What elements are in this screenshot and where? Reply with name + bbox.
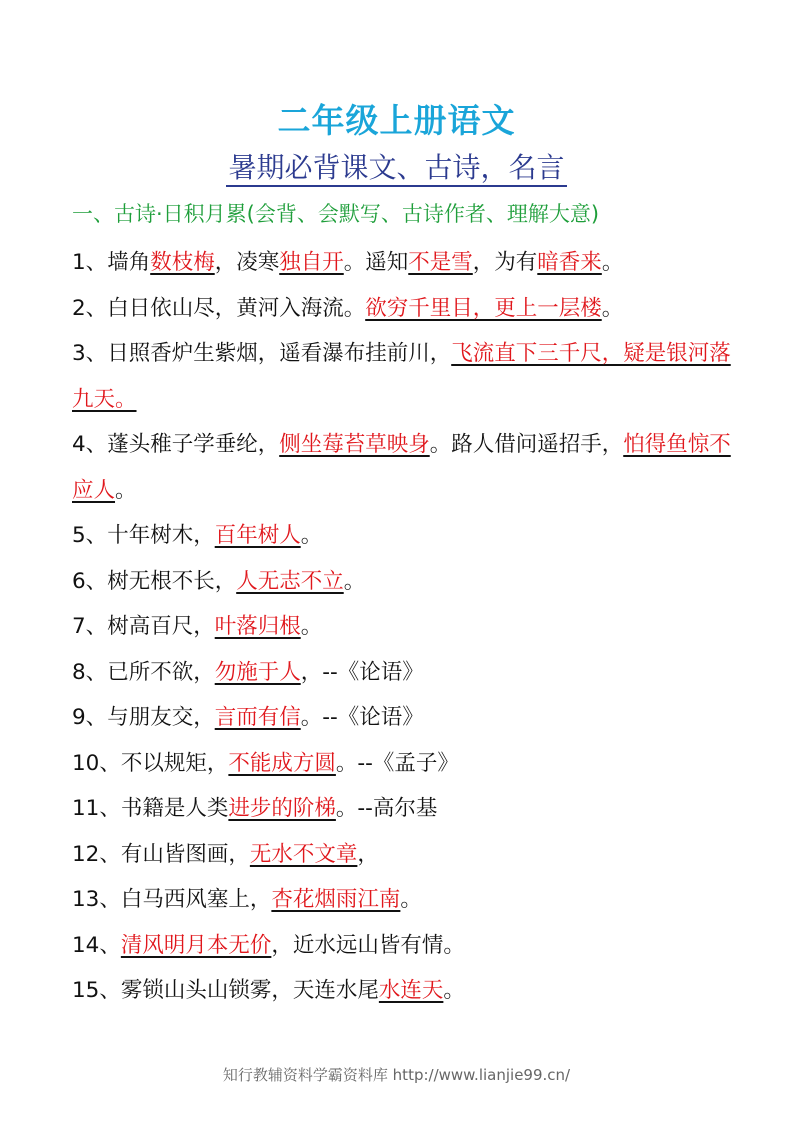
item-text: 蓬头稚子学垂纶， — [107, 432, 280, 457]
page-title: 二年级上册语文 — [277, 101, 516, 140]
list-item — [72, 650, 732, 696]
highlighted-phrase: 进步的阶梯 — [228, 796, 336, 821]
item-text: ，--《论语》 — [300, 659, 424, 685]
item-text: 。遥知 — [343, 250, 409, 275]
list-item — [72, 968, 732, 1014]
list-item — [72, 695, 732, 741]
highlighted-phrase: 叶落归根 — [214, 614, 301, 639]
item-text: ，凌寒 — [214, 250, 280, 275]
item-text: 。 — [343, 568, 366, 594]
highlighted-phrase: 怕得鱼惊不应人 — [72, 432, 731, 503]
list-item — [72, 513, 732, 559]
page-subtitle-text: 暑期必背课文、古诗，名言 — [226, 151, 566, 187]
list-item — [72, 422, 732, 513]
item-text: ，近水远山皆有情。 — [271, 932, 465, 958]
item-number: 13、 — [72, 887, 121, 912]
highlighted-phrase: 飞流直下三千尺，疑是银河落九天。 — [72, 341, 731, 412]
item-text: 。 — [400, 887, 422, 912]
highlighted-phrase: 无水不文章 — [249, 841, 358, 867]
item-number: 14、 — [72, 932, 121, 958]
item-text: 书籍是人类 — [120, 796, 229, 821]
highlighted-phrase: 勿施于人 — [214, 659, 301, 685]
item-text: 。--高尔基 — [335, 796, 438, 821]
item-number: 5、 — [72, 523, 108, 548]
page-subtitle — [0, 146, 793, 190]
highlighted-phrase: 独自开 — [279, 250, 344, 275]
highlighted-phrase: 水连天 — [378, 978, 444, 1003]
item-text: 树无根不长， — [107, 568, 237, 594]
item-text: 。 — [300, 523, 323, 548]
highlighted-phrase: 言而有信 — [214, 705, 301, 730]
footer-watermark: 知行教辅资料学霸资料库 http://www.lianjie99.cn/ — [222, 1066, 571, 1084]
highlighted-phrase: 侧坐莓苔草映身 — [279, 432, 430, 457]
list-item — [72, 331, 732, 422]
item-text: 雾锁山头山锁雾，天连水尾 — [120, 978, 379, 1003]
section-heading: 一、古诗·日积月累(会背、会默写、古诗作者、理解大意) — [72, 202, 600, 226]
highlighted-phrase: 百年树人 — [214, 523, 301, 548]
item-number: 2、 — [72, 295, 108, 321]
item-text: 白马西风塞上， — [120, 887, 272, 912]
item-number: 9、 — [72, 705, 108, 730]
list-item — [72, 604, 732, 650]
list-item — [72, 286, 732, 332]
highlighted-phrase: 数枝梅 — [150, 250, 215, 275]
item-text: 。 — [443, 978, 465, 1003]
highlighted-phrase: 不能成方圆 — [228, 750, 336, 776]
list-item — [72, 240, 732, 286]
list-item — [72, 741, 732, 787]
item-number: 7、 — [72, 614, 108, 639]
highlighted-phrase: 杏花烟雨江南 — [271, 887, 401, 912]
item-text: 。 — [115, 477, 137, 503]
item-text: 。--《孟子》 — [335, 750, 459, 776]
list-item — [72, 923, 732, 969]
item-number: 1、 — [72, 250, 108, 275]
item-number: 10、 — [72, 750, 121, 776]
poem-list — [72, 240, 732, 1014]
highlighted-phrase: 暗香来 — [537, 250, 602, 275]
item-text: 。 — [300, 614, 323, 639]
item-text: ，为有 — [472, 250, 538, 275]
item-text: 与朋友交， — [107, 705, 215, 730]
highlighted-phrase: 欲穷千里目，更上一层楼 — [365, 295, 602, 321]
item-text: 树高百尺， — [107, 614, 215, 639]
list-item — [72, 559, 732, 605]
item-text: 墙角 — [107, 250, 151, 275]
item-number: 8、 — [72, 659, 108, 685]
item-text: 。 — [601, 295, 624, 321]
item-text: 不以规矩， — [120, 750, 229, 776]
highlighted-phrase: 不是雪 — [408, 250, 473, 275]
item-text: 已所不欲， — [107, 659, 215, 685]
highlighted-phrase: 清风明月本无价 — [120, 932, 272, 958]
item-text: 十年树木， — [107, 523, 215, 548]
list-item — [72, 786, 732, 832]
item-text: 有山皆图画， — [120, 841, 250, 867]
item-text: ， — [357, 841, 379, 867]
list-item — [72, 832, 732, 878]
list-item — [72, 877, 732, 923]
item-number: 12、 — [72, 841, 121, 867]
item-text: 。 — [601, 250, 624, 275]
item-number: 4、 — [72, 432, 108, 457]
item-number: 6、 — [72, 568, 108, 594]
highlighted-phrase: 人无志不立 — [236, 568, 344, 594]
item-number: 11、 — [72, 796, 121, 821]
item-text: 白日依山尽，黄河入海流。 — [107, 295, 366, 321]
item-number: 3、 — [72, 341, 108, 366]
item-text: 。--《论语》 — [300, 705, 424, 730]
item-text: 。路人借问遥招手， — [429, 432, 624, 457]
item-number: 15、 — [72, 978, 121, 1003]
item-text: 日照香炉生紫烟，遥看瀑布挂前川， — [107, 341, 452, 366]
